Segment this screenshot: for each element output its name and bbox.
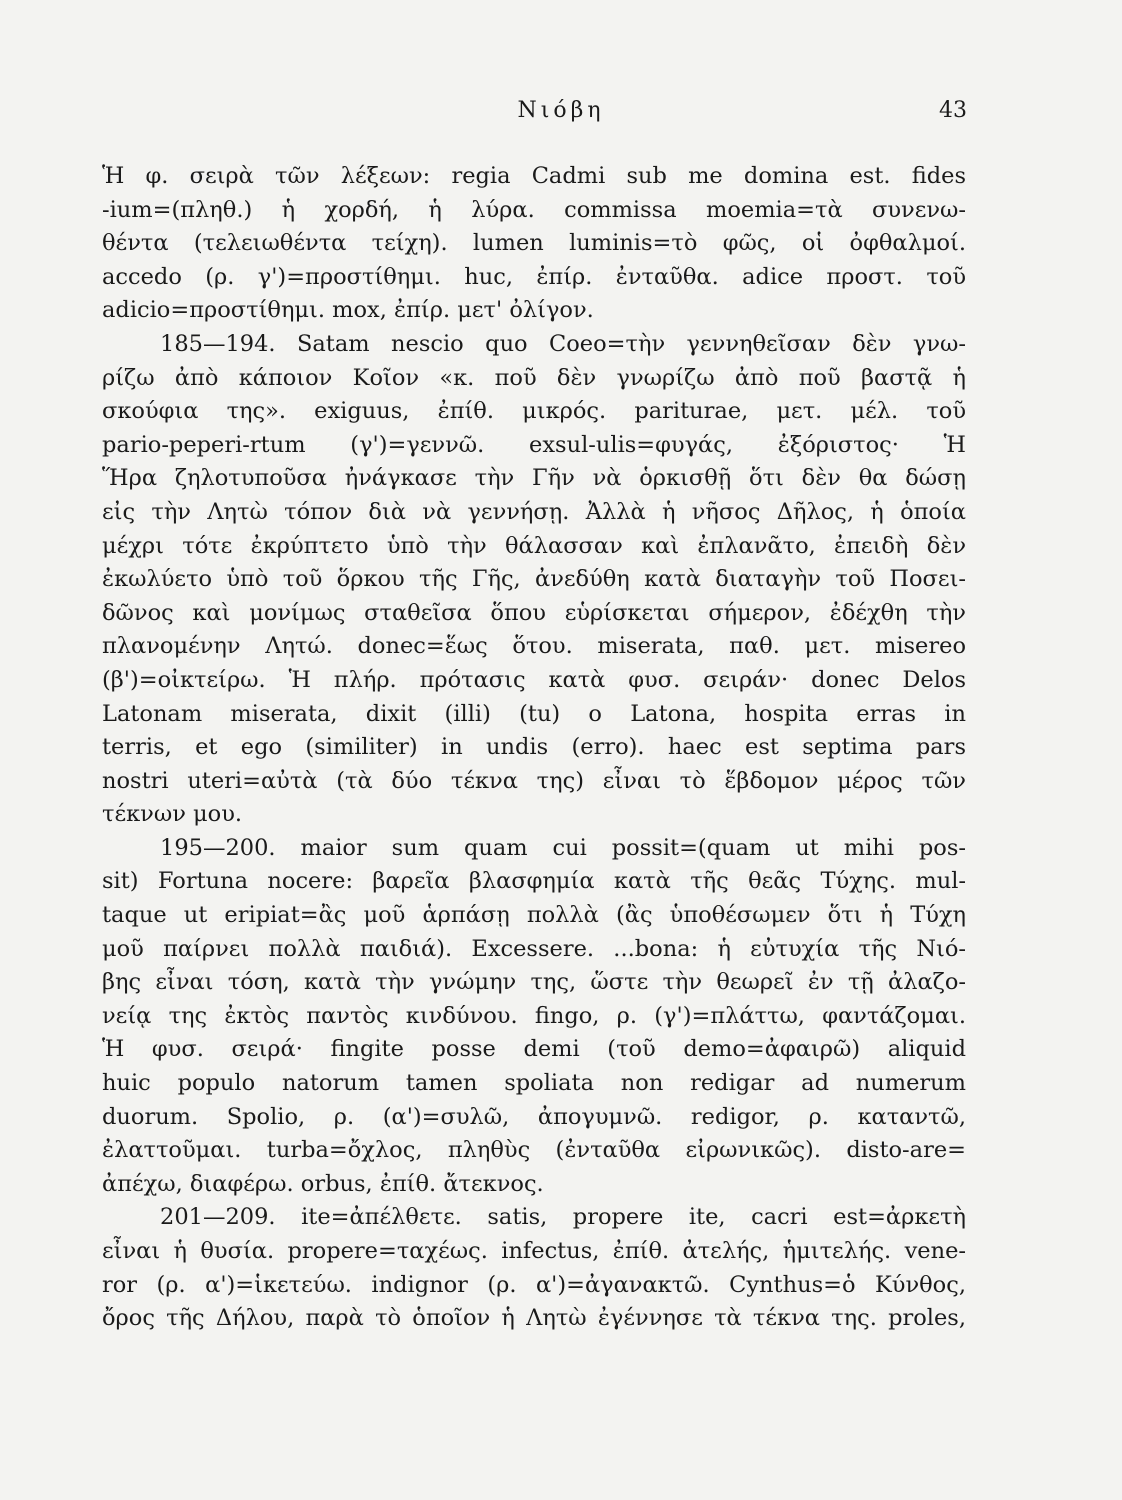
commentary-text	[102, 160, 966, 1336]
text-line: Ἥρα ζηλοτυποῦσα ἠνάγκασε τὴν Γῆν νὰ ὁρκισθῇ ὅτι δὲν θα δώσῃ	[102, 465, 966, 492]
text-line: (β')=οἰκτείρω. Ἡ πλήρ. πρότασις κατὰ φυσ. σειράν· donec Delos	[102, 666, 966, 693]
text-line: 201—209. ite=ἀπέλθετε. satis, propere ite, cacri est=ἀρκετὴ	[160, 1204, 966, 1231]
text-line: -ium=(πληθ.) ἡ χορδή, ἡ λύρα. commissa moemia=τὰ συνενω-	[102, 196, 966, 223]
text-line: ἐλαττοῦμαι. turba=ὄχλος, πληθὺς (ἐνταῦθα εἰρωνικῶς). disto-are=	[102, 1137, 966, 1164]
text-line: ρίζω ἀπὸ κάποιον Κοῖον «κ. ποῦ δὲν γνωρίζω ἀπὸ ποῦ βαστᾷ ἡ	[102, 364, 966, 391]
text-line: ror (ρ. α')=ἱκετεύω. indignor (ρ. α')=ἀγανακτῶ. Cynthus=ὁ Κύνθος,	[102, 1271, 966, 1298]
text-line: 185—194. Satam nescio quo Coeo=τὴν γεννηθεῖσαν δὲν γνω-	[160, 330, 966, 357]
text-line: δῶνος καὶ μονίμως σταθεῖσα ὅπου εὑρίσκεται σήμερον, ἐδέχθη τὴν	[102, 599, 966, 626]
text-line: Ἡ φυσ. σειρά· fingite posse demi (τοῦ demo=ἀφαιρῶ) aliquid	[102, 1036, 966, 1063]
text-line: σκούφια της». exiguus, ἐπίθ. μικρός. pariturae, μετ. μέλ. τοῦ	[102, 398, 966, 425]
text-line: πλανομένην Λητώ. donec=ἕως ὅτου. miserata, παθ. μετ. misereo	[102, 633, 966, 660]
text-line: ἐκωλύετο ὑπὸ τοῦ ὅρκου τῆς Γῆς, ἀνεδύθη κατὰ διαταγὴν τοῦ Ποσει-	[102, 566, 966, 593]
text-line: nostri uteri=αὐτὰ (τὰ δύο τέκνα της) εἶναι τὸ ἕβδομον μέρος τῶν	[102, 767, 966, 794]
text-line: adicio=προστίθημι. mox, ἐπίρ. μετ' ὀλίγον.	[102, 297, 594, 324]
running-title: Νιόβη	[517, 98, 605, 123]
text-line: duorum. Spolio, ρ. (α')=συλῶ, ἀπογυμνῶ. redigor, ρ. καταντῶ,	[102, 1103, 966, 1130]
text-line: taque ut eripiat=ἂς μοῦ ἁρπάσῃ πολλὰ (ἂς ὑποθέσωμεν ὅτι ἡ Τύχη	[102, 902, 966, 929]
page-number: 43	[939, 98, 967, 123]
text-line: νείᾳ της ἐκτὸς παντὸς κινδύνου. fingo, ρ. (γ')=πλάττω, φαντάζομαι.	[102, 1002, 966, 1029]
text-line: Ἡ φ. σειρὰ τῶν λέξεων: regia Cadmi sub me domina est. fides	[102, 163, 966, 189]
text-line: ὄρος τῆς Δήλου, παρὰ τὸ ὁποῖον ἡ Λητὼ ἐγέννησε τὰ τέκνα της. proles,	[102, 1305, 966, 1332]
text-line: Latonam miserata, dixit (illi) (tu) o Latona, hospita erras in	[102, 700, 966, 727]
text-line: εἰς τὴν Λητὼ τόπον διὰ νὰ γεννήσῃ. Ἀλλὰ ἡ νῆσος Δῆλος, ἡ ὁποία	[102, 498, 966, 525]
text-line: sit) Fortuna nocere: βαρεῖα βλασφημία κατὰ τῆς θεᾶς Τύχης. mul-	[102, 868, 966, 895]
text-line: βης εἶναι τόση, κατὰ τὴν γνώμην της, ὥστε τὴν θεωρεῖ ἐν τῇ ἀλαζο-	[102, 969, 966, 996]
text-line: ἀπέχω, διαφέρω. orbus, ἐπίθ. ἄτεκνος.	[102, 1170, 544, 1197]
text-line: μοῦ παίρνει πολλὰ παιδιά). Excessere. ...bona: ἡ εὐτυχία τῆς Νιό-	[102, 935, 966, 962]
page-header	[0, 98, 1122, 128]
text-line: τέκνων μου.	[102, 801, 243, 828]
text-line: θέντα (τελειωθέντα τείχη). lumen luminis=τὸ φῶς, οἱ ὀφθαλμοί.	[102, 230, 966, 257]
text-line: μέχρι τότε ἐκρύπτετο ὑπὸ τὴν θάλασσαν καὶ ἐπλανᾶτο, ἐπειδὴ δὲν	[102, 532, 966, 559]
text-line: 195—200. maior sum quam cui possit=(quam ut mihi pos-	[160, 834, 966, 861]
text-line: terris, et ego (similiter) in undis (erro). haec est septima pars	[102, 734, 966, 761]
text-line: accedo (ρ. γ')=προστίθημι. huc, ἐπίρ. ἐνταῦθα. adice προστ. τοῦ	[102, 263, 966, 290]
text-line: huic populo natorum tamen spoliata non redigar ad numerum	[102, 1070, 966, 1097]
text-line: pario-peperi-rtum (γ')=γεννῶ. exsul-ulis=φυγάς, ἐξόριστος· Ἡ	[102, 431, 966, 458]
text-line: εἶναι ἡ θυσία. propere=ταχέως. infectus, ἐπίθ. ἀτελής, ἡμιτελής. vene-	[102, 1238, 966, 1264]
